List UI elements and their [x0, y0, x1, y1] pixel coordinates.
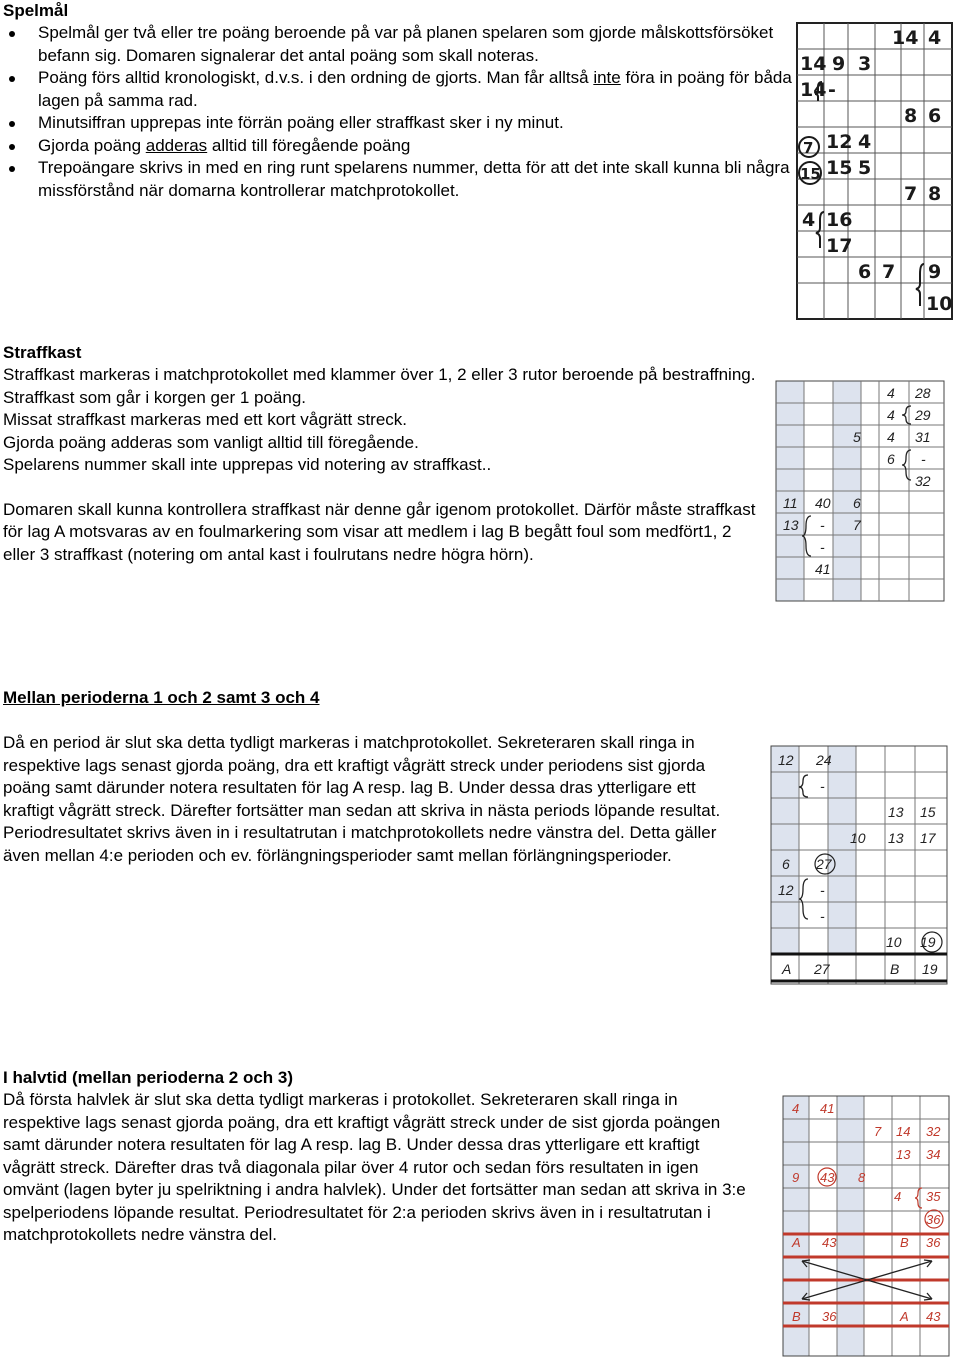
cell: 6 — [782, 856, 790, 872]
cell: 43 — [822, 1235, 837, 1250]
cell: - — [828, 79, 836, 101]
cell: 41 — [815, 561, 831, 577]
cell: 19 — [920, 934, 936, 950]
cell: 35 — [926, 1189, 941, 1204]
cell: - — [921, 451, 926, 467]
section-halvtid — [3, 1067, 748, 1247]
cell: 4 — [894, 1189, 902, 1204]
straffkast-paragraph: Domaren skall kunna kontrollera straffkast när denne går igenom protokollet. Därför måste straffkast för lag A motsvaras av en foulmarkering som visar att medlem i lag B begått foul som medfört1, 2 eller 3 straffkast (notering om antal kast i foulrutans nedre högra hörn). — [3, 499, 756, 564]
list-item: Spelmål ger två eller tre poäng beroende på var på planen spelaren som gjorde målskottsförsöket befann sig. Domaren signalerar det antal poäng som skall noteras. — [3, 22, 793, 67]
cell: 36 — [822, 1309, 837, 1324]
cell: 17 — [920, 830, 936, 846]
cell: 32 — [926, 1124, 941, 1139]
cell: 12 — [778, 882, 794, 898]
cell: 15 — [920, 804, 936, 820]
cell: 7 — [874, 1124, 882, 1139]
cell: 9 — [832, 53, 846, 75]
cell: 28 — [915, 385, 931, 401]
cell: B — [900, 1235, 909, 1250]
cell: 13 — [783, 517, 799, 533]
cell: 13 — [888, 804, 904, 820]
cell: 43 — [820, 1170, 835, 1185]
cell: 14 — [800, 53, 827, 75]
list-item: Poäng förs alltid kronologiskt, d.v.s. i den ordning de gjorts. Man får alltså inte föra in poäng för båda lagen på samma rad. — [3, 67, 793, 112]
cell: 43 — [926, 1309, 941, 1324]
cell: 5 — [853, 429, 861, 445]
straffkast-line: Straffkast som går i korgen ger 1 poäng. — [3, 387, 307, 407]
cell: 10 — [886, 934, 902, 950]
spelmal-bullet-list — [3, 22, 793, 202]
cell: 27 — [816, 856, 832, 872]
section-title-straffkast: Straffkast — [3, 343, 82, 362]
straffkast-line: Straffkast markeras i matchprotokollet med klammer över 1, 2 eller 3 rutor beroende på bestraffning. — [3, 365, 756, 384]
cell: 4 — [858, 131, 872, 153]
cell: 10 — [850, 830, 866, 846]
section-title-halvtid: I halvtid (mellan perioderna 2 och 3) — [3, 1068, 294, 1087]
cell: 13 — [888, 830, 904, 846]
cell: 14 — [892, 27, 919, 49]
cell: B — [792, 1309, 801, 1324]
cell: 5 — [858, 157, 872, 179]
section-spelmal — [3, 0, 793, 202]
cell: 7 — [882, 261, 896, 283]
figure-halftime-scoresheet — [782, 1095, 950, 1357]
cell: 3 — [858, 53, 872, 75]
section-title-mellan-perioderna: Mellan perioderna 1 och 2 samt 3 och 4 — [3, 688, 320, 707]
cell: 6 — [928, 105, 942, 127]
mellan-perioderna-paragraph: Då en period är slut ska detta tydligt markeras i matchprotokollet. Sekreteraren skall ringa in respektive lags senast gjorda poäng, dra ett kraftigt vågrätt streck under periodens sist gjorda poäng samt därunder notera resultaten för lag A resp. lag B. Under dessa dras ytterligare ett kraftigt vågrätt streck. Därefter fortsätter man sedan att skriva in nästa periods löpande resultat. Periodresultatet skrivs även in i resultatrutan i matchprotokollets nedre vänstra del. Detta gäller även mellan 4:e perioden och ev. förlängningsperioder samt mellan förlängningsperioder. — [3, 733, 721, 865]
cell: 8 — [904, 105, 918, 127]
cell: 29 — [915, 407, 931, 423]
cell: 6 — [858, 261, 872, 283]
cell: 4 — [928, 27, 942, 49]
cell: 12 — [826, 131, 853, 153]
cell: 15 — [826, 157, 853, 179]
cell: 7 — [803, 139, 814, 157]
section-title-spelmal: Spelmål — [3, 1, 69, 20]
cell: 8 — [928, 183, 942, 205]
cell: A — [900, 1309, 909, 1324]
cell: 7 — [904, 183, 918, 205]
cell: 6 — [853, 495, 861, 511]
cell: - — [820, 882, 825, 898]
cell: 6 — [887, 451, 895, 467]
cell: 11 — [783, 495, 798, 511]
cell: - — [820, 778, 825, 794]
figure-period-scoresheet — [770, 745, 948, 985]
cell: 32 — [915, 473, 931, 489]
straffkast-line: Gjorda poäng adderas som vanligt alltid till föregående. — [3, 432, 419, 452]
figure-straffkast-scoresheet — [775, 380, 945, 602]
cell: 7 — [853, 517, 861, 533]
list-item: Minutsiffran upprepas inte förrän poäng eller straffkast sker i ny minut. — [3, 112, 793, 135]
cell: 4 — [792, 1101, 800, 1116]
cell: 36 — [926, 1212, 941, 1227]
cell: 34 — [926, 1147, 941, 1162]
cell: 10 — [926, 293, 953, 315]
cell: 4 — [802, 209, 816, 231]
list-item: Trepoängare skrivs in med en ring runt spelarens nummer, detta för att det inte skall kunna bli några missförstånd när domarna kontrollerar matchprotokollet. — [3, 157, 793, 202]
cell: 15 — [800, 165, 821, 183]
cell: 14 — [800, 79, 827, 101]
cell: - — [820, 908, 825, 924]
cell: 8 — [858, 1170, 866, 1185]
cell: 19 — [922, 961, 938, 977]
cell: 40 — [815, 495, 831, 511]
cell: 16 — [826, 209, 853, 231]
cell: - — [820, 539, 825, 555]
straffkast-line: Spelarens nummer skall inte upprepas vid notering av straffkast.. — [3, 455, 492, 474]
section-mellan-perioderna — [3, 687, 748, 867]
cell: 4 — [887, 407, 895, 423]
halvtid-paragraph: Då första halvlek är slut ska detta tydligt markeras i protokollet. Sekreteraren skall ringa in respektive lags senast gjorda poäng, dra ett kraftigt vågrätt streck under de sist gjorda poängen samt därunder notera resultaten för lag A resp. lag B. Under dessa dras ytterligare ett kraftigt vågrätt streck. Därefter dras två diagonala pilar över 4 rutor och sedan förs resultaten in igen omvänt (lagen byter ju spelriktning i andra halvlek). Under det fortsätter man sedan att skriva in 3:e spelperiodens löpande resultat. Periodresultatet för 2:a perioden skrivs även in i resultatrutan i matchprotokollets nedre vänstra del. — [3, 1090, 746, 1244]
cell: 9 — [792, 1170, 800, 1185]
cell: 12 — [778, 752, 794, 768]
figure-handwritten-scoresheet — [796, 22, 953, 320]
cell: 13 — [896, 1147, 911, 1162]
cell: 17 — [826, 235, 853, 257]
cell: 27 — [814, 961, 830, 977]
list-item: Gjorda poäng adderas alltid till föregående poäng — [3, 135, 793, 158]
cell: - — [820, 517, 825, 533]
section-straffkast — [3, 342, 763, 566]
straffkast-line: Missat straffkast markeras med ett kort vågrätt streck. — [3, 410, 408, 429]
cell: A — [792, 1235, 801, 1250]
cell: 36 — [926, 1235, 941, 1250]
cell: 9 — [928, 261, 942, 283]
cell: 14 — [896, 1124, 911, 1139]
cell: 4 — [887, 429, 895, 445]
cell: 24 — [816, 752, 832, 768]
cell: 31 — [915, 429, 931, 445]
cell: 4 — [887, 385, 895, 401]
cell: A — [782, 961, 792, 977]
cell: 41 — [820, 1101, 835, 1116]
cell: B — [890, 961, 900, 977]
